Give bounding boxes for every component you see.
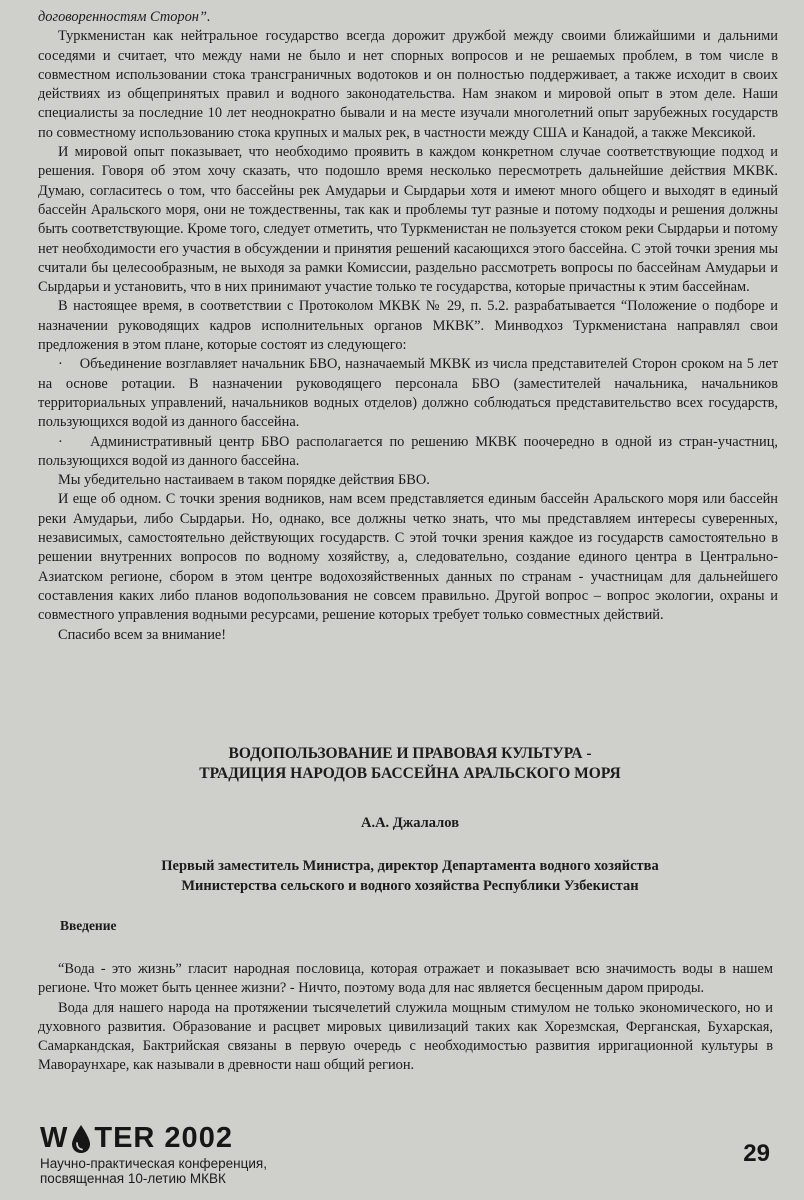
paragraph: Вода для нашего народа на протяжении тысячелетий служила мощным стимулом не только экономического, но и духовного развития. Образование и расцвет мировых цивилизаций таких как Хорезмская, Ферганская, Бухарская, Самаркандская, Бактрийская связаны в первую очередь с необходимостью развития ирригационной культуры в Мавораунхаре, как называли в древности наш общий регион. (38, 999, 773, 1074)
paragraph: Туркменистан как нейтральное государство всегда дорожит дружбой между своими ближайшими и дальними соседями и считает, что между нами не было и нет спорных вопросов и не решаемых проблем, в том числе в совместном использовании стока трансграничных водотоков и он полностью поддерживает, а также исходит в своих действиях из общепринятых правил и водного законодательства. Нам знаком и мировой опыт в этом деле. Наши специалисты за последние 10 лет неоднократно бывали и на месте изучали многолетний опыт зарубежных государств по совместному использованию стока крупных и малых рек, в частности между США и Канадой, а также Мексикой. (38, 28, 778, 141)
page-number: 29 (743, 1140, 770, 1167)
conference-subtitle (40, 1156, 267, 1186)
article-title (40, 744, 780, 784)
paragraph: Спасибо всем за внимание! (58, 626, 227, 643)
water-drop-icon (70, 1124, 92, 1154)
logo-letter: W (40, 1122, 69, 1154)
logo-text: TER 2002 (94, 1122, 233, 1154)
conference-subtitle-line: Научно-практическая конференция, (40, 1156, 267, 1171)
water-2002-logo (40, 1122, 233, 1155)
author-affiliation (40, 856, 780, 896)
paragraph: И еще об одном. С точки зрения водников, нам всем представляется единым бассейн Аральского моря или бассейн реки Амударьи, либо Сырдарьи. Но, однако, все должны четко знать, что мы представляем интересы суверенных, независимых, самостоятельно действующих государств. С этой точки зрения каждое из государств самостоятельно в решении внутренних вопросов по водному хозяйству, а, следовательно, создание единого центра в Центрально-Азиатском регионе, сбором в этом центре водохозяйственных данных по странам - участницам для дальнейшего составления каких либо планов водопользования не совсем правильно. Другой вопрос – вопрос экологии, охраны и совместного управления водными ресурсами, решение которых требует только совместных действий. (38, 491, 778, 624)
section-title: Введение (60, 918, 117, 933)
paragraph: В настоящее время, в соответствии с Протоколом МКВК № 29, п. 5.2. разрабатывается “Положение о подборе и назначении руководящих кадров исполнительных органов МКВК”. Минводхоз Туркменистана направлял свои предложения в этом плане, которые состоят из следующего: (38, 298, 778, 354)
article-title-line: ВОДОПОЛЬЗОВАНИЕ И ПРАВОВАЯ КУЛЬТУРА - (228, 745, 592, 762)
speech-text (38, 8, 778, 645)
bullet-item: · Административный центр БВО располагается по решению МКВК поочередно в одной из стран-участниц, пользующихся водой из данного бассейна. (38, 433, 778, 469)
conference-subtitle-line: посвященная 10-летию МКВК (40, 1171, 226, 1186)
bullet-text: Административный центр БВО располагается по решению МКВК поочередно в одной из стран-участниц, пользующихся водой из данного бассейна. (38, 433, 778, 469)
paragraph: “Вода - это жизнь” гласит народная пословица, которая отражает и показывает всю значимость воды в нашем регионе. Что может быть ценнее жизни? - Ничто, поэтому вода для нас является бесценным даром природы. (38, 961, 773, 997)
article-author: А.А. Джалалов (360, 815, 460, 831)
article-body (38, 960, 773, 1076)
opening-quote: договоренностям Сторон”. (38, 9, 211, 25)
affiliation-line: Первый заместитель Министра, директор Департамента водного хозяйства (161, 858, 659, 874)
bullet-text: Объединение возглавляет начальник БВО, назначаемый МКВК из числа представителей Сторон сроком на 5 лет на основе ротации. В назначении руководящего персонала БВО (заместителей начальника, начальников территориальных управлений, начальников водных отделов) должно соблюдаться представительство всех государств, пользующихся водой из данного бассейна. (38, 356, 778, 431)
affiliation-line: Министерства сельского и водного хозяйства Республики Узбекистан (181, 878, 639, 894)
article-title-line: ТРАДИЦИЯ НАРОДОВ БАССЕЙНА АРАЛЬСКОГО МОРЯ (199, 765, 621, 782)
paragraph: И мировой опыт показывает, что необходимо проявить в каждом конкретном случае соответствующие подход и решения. Говоря об этом хочу сказать, что подошло время несколько пересмотреть дальнейшие действия МКВК. Думаю, согласитесь о том, что бассейны рек Амударьи и Сырдарьи хотя и имеют много общего и выходят в единый бассейн Аральского моря, они не тождественны, так как и проблемы тут разные и потому подходы и решения должны быть соответствующие. Кроме того, следует отметить, что Туркменистан не пользуется стоком реки Сырдарьи и потому нет необходимости его участия в обсуждении и принятия решений касающихся этого бассейна. С этой точки зрения мы считали бы целесообразным, не выходя за рамки Комиссии, раздельно рассмотреть вопросы по бассейнам Амударьи и Сырдарьи и установить, что в них принимают участие только те государства, которые причастны к этим бассейнам. (38, 144, 778, 296)
paragraph: Мы убедительно настаиваем в таком порядке действия БВО. (58, 472, 430, 489)
bullet-item: · Объединение возглавляет начальник БВО, назначаемый МКВК из числа представителей Сторон сроком на 5 лет на основе ротации. В назначении руководящего персонала БВО (заместителей начальника, начальников территориальных управлений, начальников водных отделов) должно соблюдаться представительство всех государств, пользующихся водой из данного бассейна. (38, 356, 778, 431)
